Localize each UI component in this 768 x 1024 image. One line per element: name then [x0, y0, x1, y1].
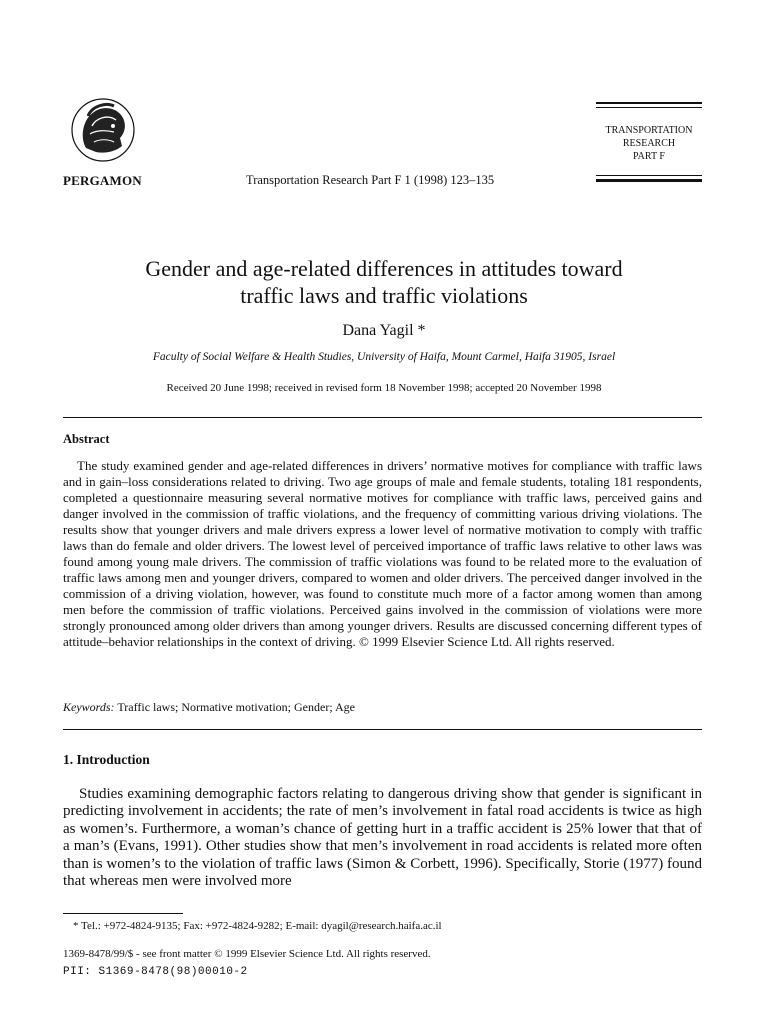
masthead-rule-bottom	[596, 179, 702, 182]
footnote-rule	[63, 913, 183, 914]
keywords	[63, 700, 355, 715]
masthead-line: RESEARCH	[622, 138, 676, 149]
masthead-rule-top	[596, 102, 702, 104]
journal-masthead	[596, 124, 702, 163]
abstract-body: The study examined gender and age-related differences in drivers’ normative motives for compliance with traffic laws and in gain–loss considerations related to driving. Two age groups of male and female students, totaling 181 respondents, completed a questionnaire measuring several normative motives for compliance with traffic laws, perceived gains and danger involved in the commission of traffic violations, and the frequency of committing various driving violations. The results show that younger drivers and male drivers express a lower level of normative motivation to comply with traffic laws than do female and older drivers. The lowest level of perceived importance of traffic laws relative to other laws was found among young male drivers. The commission of traffic violations was found to be related more to the evaluation of traffic laws among men and younger drivers, compared to women and older drivers. The perceived danger involved in the commission of a driving violation, however, was found to constitute much more of a factor among women than among men before the commission of traffic violations. Perceived gains involved in the commission of violations were more strongly pronounced among older drivers than among younger drivers. Results are discussed concerning different types of attitude–behavior relationships in the context of driving. © 1999 Elsevier Science Ltd. All rights reserved.	[63, 458, 702, 649]
masthead-rule-bottom-thin	[596, 175, 702, 176]
received-dates: Received 20 June 1998; received in revised form 18 November 1998; accepted 20 November 1998	[166, 382, 602, 394]
author-name: Dana Yagil *	[342, 322, 426, 339]
pergamon-logo-icon	[66, 96, 140, 164]
introduction-body: Studies examining demographic factors relating to dangerous driving show that gender is significant in predicting involvement in accidents; the rate of men’s involvement in fatal road accidents is twice as high as women’s. Furthermore, a woman’s chance of getting hurt in a traffic accident is 25% lower that that of a man’s (Evans, 1991). Other studies show that men’s involvement in road accidents is related more often than is women’s to the violation of traffic laws (Simon & Corbett, 1996). Specifically, Storie (1977) found that whereas men were involved more	[63, 786, 702, 890]
title-line: Gender and age-related differences in attitudes toward	[145, 256, 623, 281]
front-matter-notice: 1369-8478/99/$ - see front matter © 1999 Elsevier Science Ltd. All rights reserved.	[63, 948, 431, 960]
author-affiliation: Faculty of Social Welfare & Health Studies, University of Haifa, Mount Carmel, Haifa 31905, Israel	[152, 351, 616, 363]
journal-reference: Transportation Research Part F 1 (1998) 123–135	[246, 173, 495, 187]
author-footnote: * Tel.: +972-4824-9135; Fax: +972-4824-9282; E-mail: dyagil@research.haifa.ac.il	[73, 920, 442, 932]
publisher-name: PERGAMON	[63, 173, 142, 188]
keywords-values: Traffic laws; Normative motivation; Gender; Age	[117, 700, 355, 714]
title-line: traffic laws and traffic violations	[240, 283, 528, 308]
abstract-heading: Abstract	[63, 432, 110, 446]
masthead-line: PART F	[633, 151, 665, 162]
divider	[63, 729, 702, 730]
masthead-line: TRANSPORTATION	[605, 125, 693, 136]
masthead-rule-top-thin	[596, 107, 702, 108]
keywords-label: Keywords:	[63, 700, 115, 714]
article-title	[40, 255, 728, 309]
divider	[63, 417, 702, 418]
section-heading-introduction: 1. Introduction	[63, 752, 150, 767]
pii-identifier: PII: S1369-8478(98)00010-2	[63, 966, 248, 978]
